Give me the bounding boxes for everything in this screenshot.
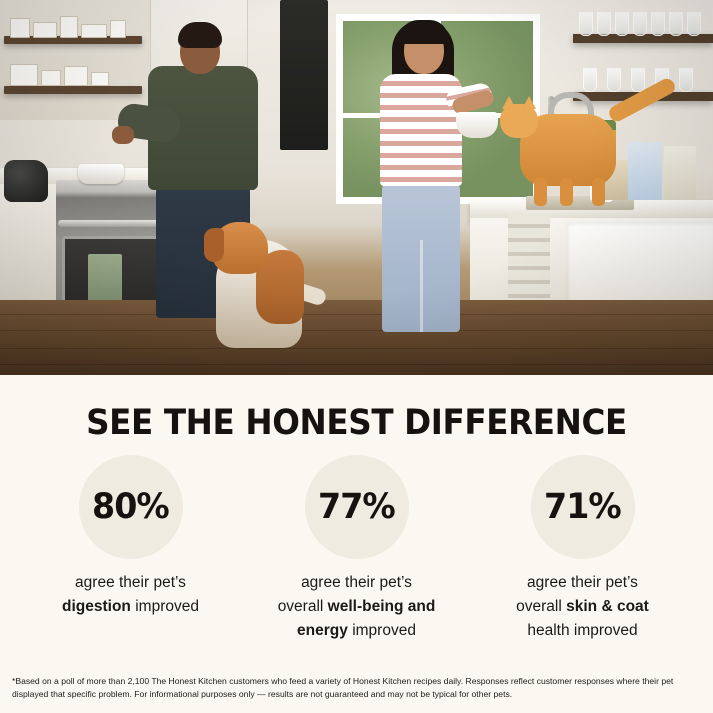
man-hair [178, 22, 222, 48]
stat-caption-line3: health improved [527, 622, 638, 640]
woman-hair-top [400, 20, 448, 44]
stat-caption-line1: agree their pet’s [527, 574, 638, 591]
stat-percent: 77% [318, 487, 395, 527]
stat-item-digestion [18, 455, 244, 619]
stat-percent: 71% [544, 487, 621, 527]
stat-circle [79, 455, 183, 559]
wine-glass [669, 12, 683, 36]
stat-caption-rest: improved [347, 622, 416, 640]
wood-floor [0, 300, 713, 375]
stat-caption [257, 571, 457, 643]
cat-head [500, 104, 538, 138]
stat-caption-line1: agree their pet’s [301, 574, 412, 591]
man-hand [112, 126, 134, 144]
wine-glass [687, 12, 701, 36]
stat-caption-bold: well-being and energy [297, 598, 436, 640]
stat-caption [62, 571, 199, 619]
wine-glass [633, 12, 647, 36]
dog-ear [204, 228, 224, 262]
disclaimer-text: *Based on a poll of more than 2,100 The Honest Kitchen customers who feed a variety of Honest Kitchen recipes daily. Responses reflect customer responses where their pet displayed that specific problem. For informational purposes only — results are not guaranteed and may not be typical for other pets. [12, 676, 674, 700]
dark-wall-panel [280, 0, 328, 150]
page-title: SEE THE HONEST DIFFERENCE [86, 403, 627, 443]
left-shelf-board-lower [4, 86, 142, 94]
farmhouse-sink [566, 222, 713, 306]
wine-glass [615, 12, 629, 36]
stat-circle [305, 455, 409, 559]
shelf-items-lower [10, 64, 109, 86]
stat-caption-line2: overall [277, 598, 328, 616]
stat-percent: 80% [92, 487, 169, 527]
stat-item-wellbeing [244, 455, 470, 643]
wine-glass [651, 12, 665, 36]
kettle [4, 160, 48, 202]
wine-glass [583, 68, 597, 92]
wine-glass [579, 12, 593, 36]
stat-caption [516, 571, 649, 643]
cat-leg [560, 178, 573, 206]
cooking-pot [78, 164, 124, 184]
stat-item-skin-coat [470, 455, 696, 643]
stat-caption-rest: improved [130, 598, 199, 616]
pet-food-box [664, 146, 696, 200]
stat-caption-line1: agree their pet’s [75, 574, 186, 591]
stats-section [0, 375, 713, 713]
pet-food-bowl [456, 112, 498, 138]
wine-glass [607, 68, 621, 92]
cat-leg [592, 178, 605, 206]
wine-glass [597, 12, 611, 36]
right-shelving [573, 0, 713, 130]
woman-jeans-seam [420, 240, 423, 332]
wine-glass [631, 68, 645, 92]
wine-glass [679, 68, 693, 92]
cat-leg [534, 178, 547, 206]
stat-circle [531, 455, 635, 559]
shelf-items-upper [10, 16, 126, 38]
pet-food-box [628, 142, 662, 200]
stat-caption-bold: skin & coat [566, 598, 649, 616]
stat-caption-line2: overall [516, 598, 567, 616]
stats-row [0, 455, 713, 643]
stat-caption-bold: digestion [62, 598, 131, 616]
